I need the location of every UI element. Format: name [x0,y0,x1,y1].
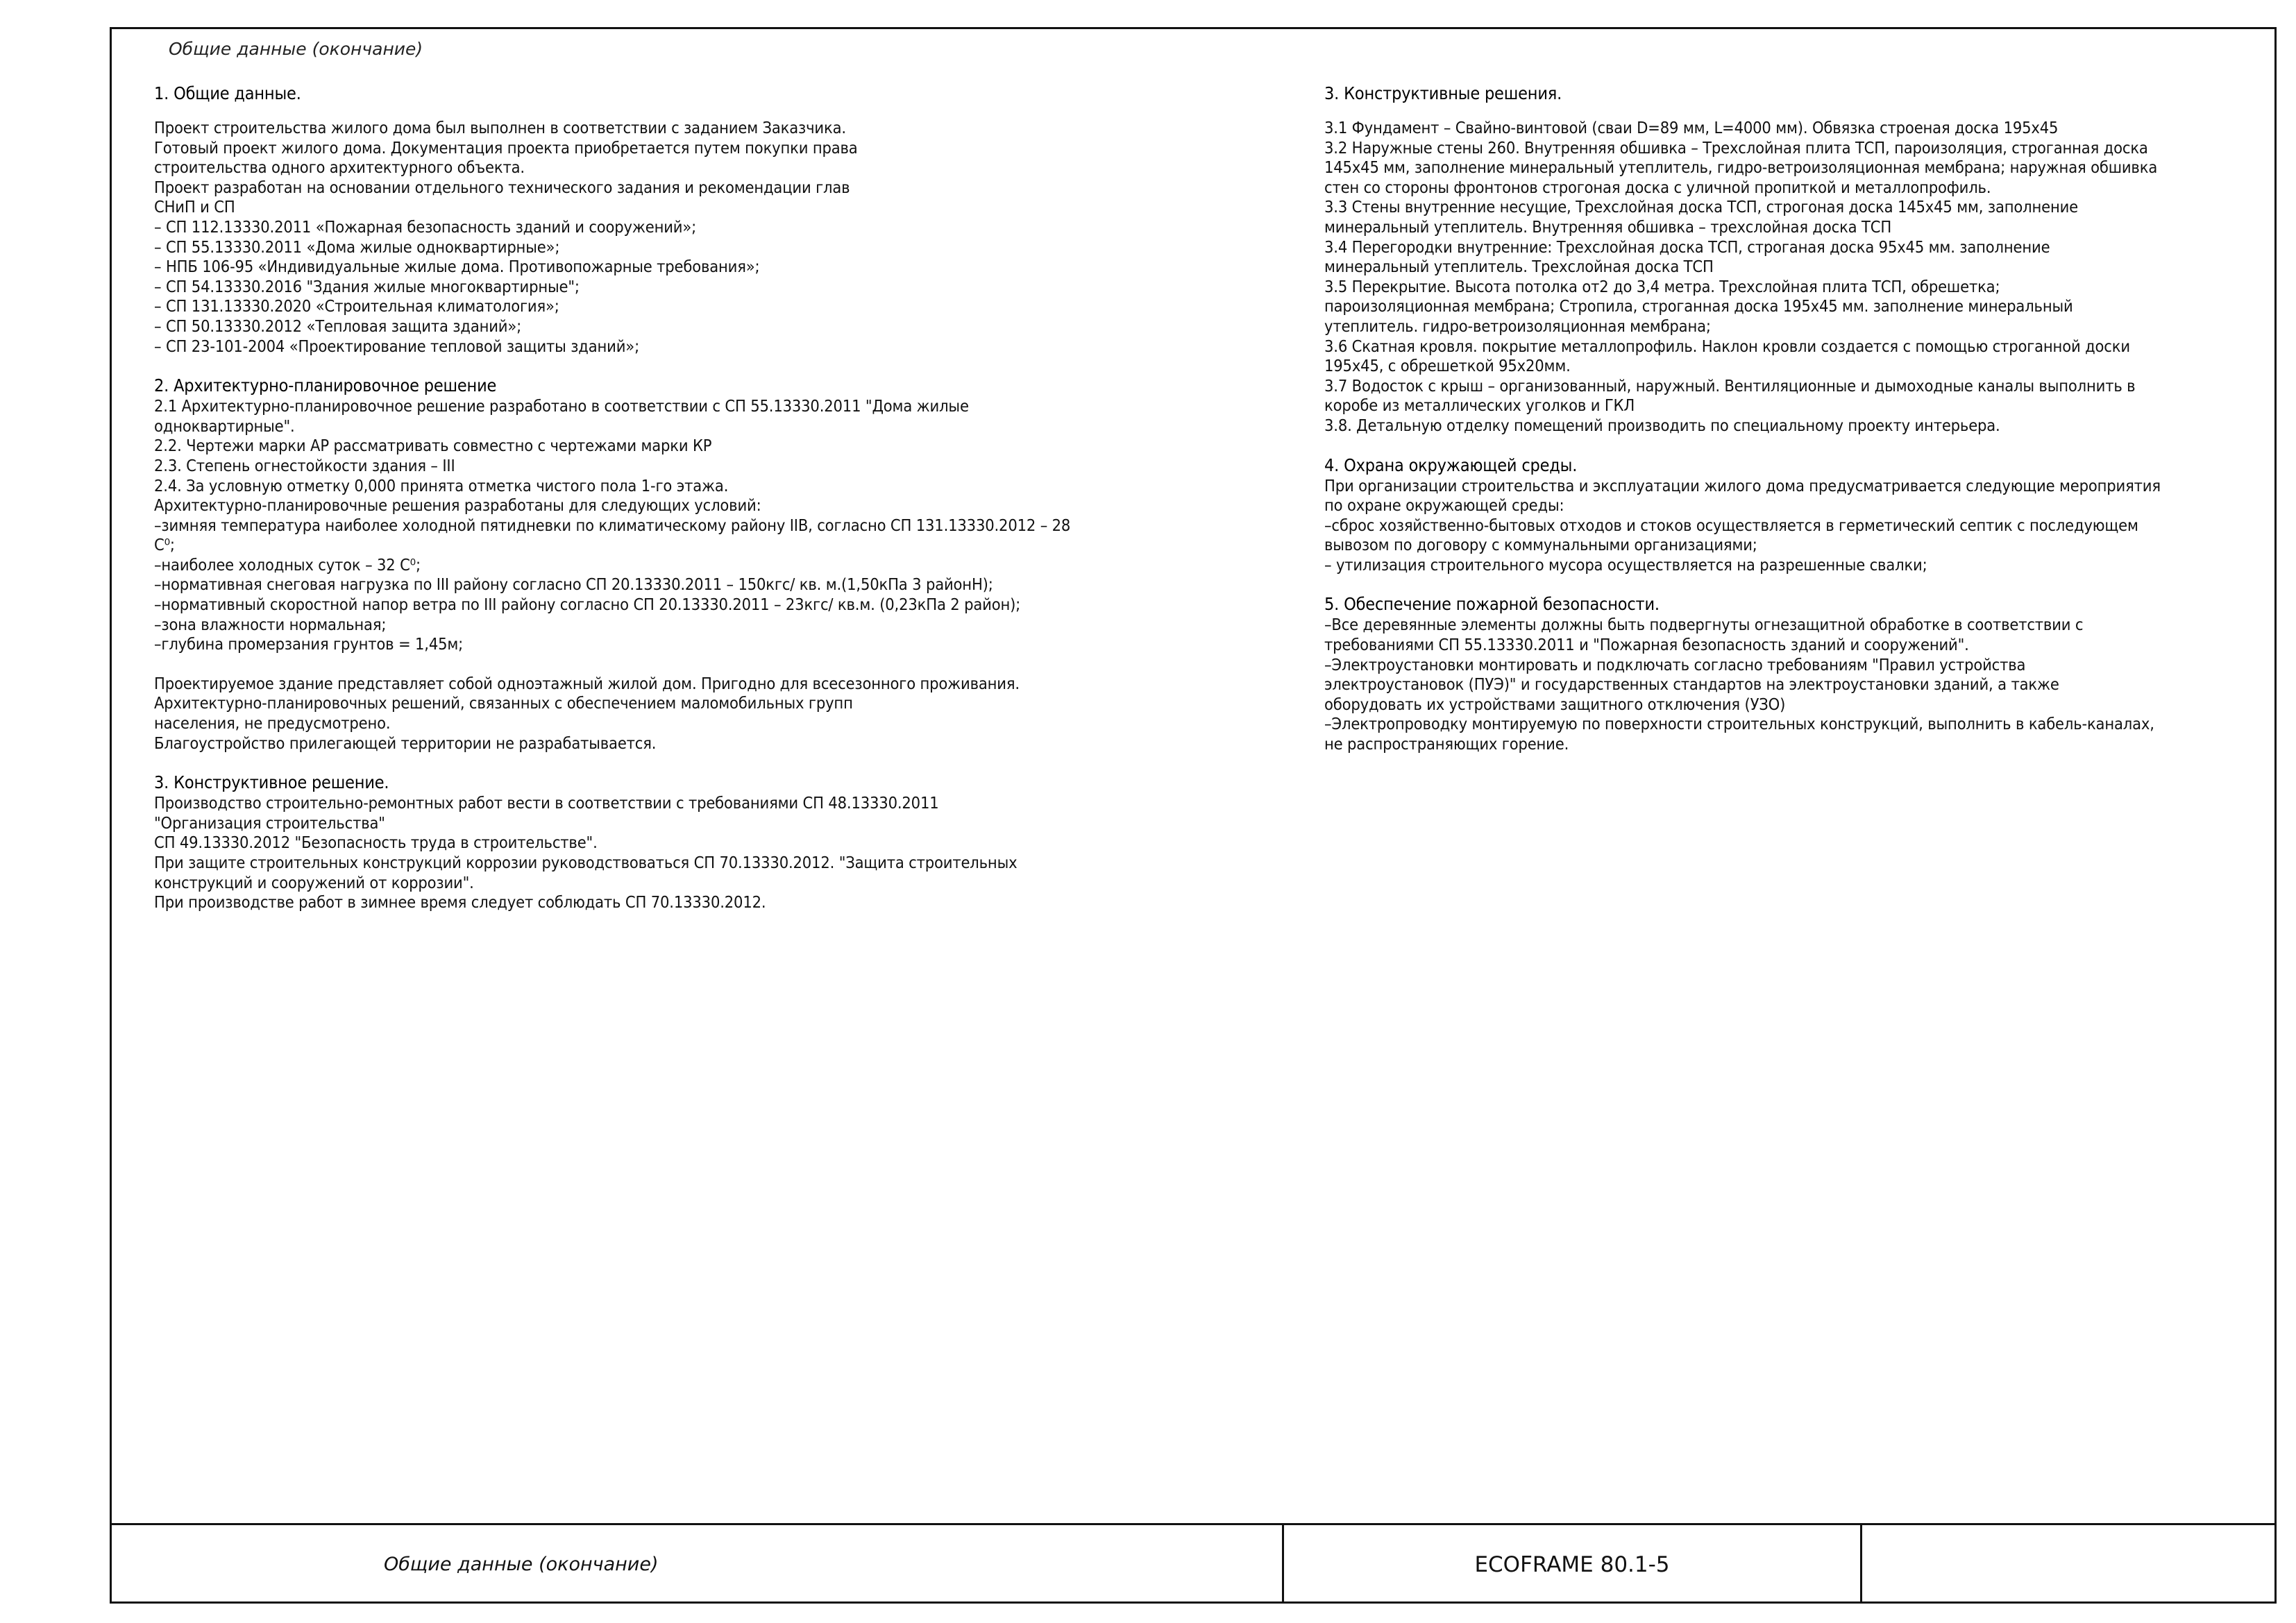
text-line: требованиями СП 55.13330.2011 и "Пожарная безопасность зданий и сооружений". [1324,635,1969,655]
right-column [1324,83,2161,754]
text-line: Готовый проект жилого дома. Документация проекта приобретается путем покупки права [154,137,858,158]
section-heading: 2. Архитектурно-планировочное решение [154,375,497,396]
text-line: 3.4 Перегородки внутренние: Трехслойная доска ТСП, строганая доска 95х45 мм. заполнение [1324,237,2050,257]
section-structural-solutions [1324,83,2161,436]
text-line: 3.1 Фундамент – Свайно-винтовой (сваи D=89 мм, L=4000 мм). Обвязка строеная доска 195х45 [1324,118,2059,137]
text-line: – НПБ 106-95 «Индивидуальные жилые дома. Противопожарные требования»; [154,257,760,277]
text-line: оборудовать их устройствами защитного отключения (УЗО) [1324,694,1786,714]
text-line: строительства одного архитектурного объекта. [154,158,525,178]
text-line: по охране окружающей среды: [1324,495,1564,516]
text-line: конструкций и сооружений от коррозии". [154,872,474,892]
text-line: –Электроустановки монтировать и подключать согласно требованиям "Правил устройства [1324,654,2026,674]
text-line: утеплитель. гидро-ветроизоляционная мембрана; [1324,316,1711,336]
text-line: –нормативный скоростной напор ветра по III району согласно СП 20.13330.2011 – 23кгс/ кв.м. (0,23кПа 2 район); [154,595,1021,615]
section-general-data [154,83,1070,356]
text-line: не распространяющих горение. [1324,734,1569,754]
text-line: – СП 54.13330.2016 "Здания жилые многоквартирные"; [154,276,580,296]
sheet-header-title: Общие данные (окончание) [169,39,423,59]
section-architecture [154,375,1070,753]
text-line: 3.5 Перекрытие. Высота потолка от2 до 3,4 метра. Трехслойная плита ТСП, обрешетка; [1324,276,2000,296]
left-column [154,83,1070,912]
section-environment [1324,455,2161,575]
section-heading: 3. Конструктивные решения. [1324,83,1562,103]
text-line: Проектируемое здание представляет собой одноэтажный жилой дом. Пригодно для всесезонного проживания. [154,673,1020,693]
text-line: вывозом по договору с коммунальными организациями; [1324,535,1757,555]
section-heading: 5. Обеспечение пожарной безопасности. [1324,594,1660,615]
section-heading: 3. Конструктивное решение. [154,772,389,793]
text-line: минеральный утеплитель. Трехслойная доска ТСП [1324,257,1714,277]
text-line: 2.4. За условную отметку 0,000 принята отметка чистого пола 1-го этажа. [154,475,729,495]
text-line: СНиП и СП [154,197,235,217]
text-line: –глубина промерзания грунтов = 1,45м; [154,634,464,654]
section-body [1324,476,2161,575]
text-line: Архитектурно-планировочных решений, связанных с обеспечением маломобильных групп [154,693,853,713]
text-line: одноквартирные". [154,416,295,436]
text-line: При защите строительных конструкций коррозии руководствоваться СП 70.13330.2012. "Защита строительных [154,853,1018,872]
text-line: –зимняя температура наиболее холодной пятидневки по климатическому району IIВ, согласно СП 131.13330.2012 – 28 [154,515,1071,535]
text-line: –Электропроводку монтируемую по поверхности строительных конструкций, выполнить в кабель-каналах, [1324,714,2154,734]
text-line: электроустановок (ПУЭ)" и государственных стандартов на электроустановки зданий, а также [1324,674,2059,695]
text-line: –Все деревянные элементы должны быть подвергнуты огнезащитной обработке в соответствии с [1324,615,2084,635]
text-line: С⁰; [154,535,175,555]
title-block-empty-cell [1862,1525,2274,1604]
text-line: – СП 131.13330.2020 «Строительная климатология»; [154,296,559,316]
text-line: 3.8. Детальную отделку помещений производить по специальному проекту интерьера. [1324,415,2000,435]
section-body-extra [154,674,1070,753]
text-line: – СП 50.13330.2012 «Тепловая защита зданий»; [154,316,522,336]
text-line: –нормативная снеговая нагрузка по III району согласно СП 20.13330.2011 – 150кгс/ кв. м.(1,50кПа 3 районН); [154,575,993,595]
text-line: Проект строительства жилого дома был выполнен в соответствии с заданием Заказчика. [154,118,846,137]
section-body [154,396,1070,654]
text-line: Производство строительно-ремонтных работ вести в соответствии с требованиями СП 48.13330.2011 [154,793,939,813]
section-fire-safety [1324,594,2161,754]
text-line: – утилизация строительного мусора осуществляется на разрешенные свалки; [1324,554,1927,575]
text-line: "Организация строительства" [154,813,385,833]
section-body [1324,615,2161,754]
text-line: 2.2. Чертежи марки АР рассматривать совместно с чертежами марки КР [154,436,712,456]
text-line: При организации строительства и эксплуатации жилого дома предусматривается следующие мероприятия [1324,475,2161,495]
text-line: коробе из металлических уголков и ГКЛ [1324,396,1635,416]
text-line: –наиболее холодных суток – 32 С⁰; [154,554,421,575]
text-line: Проект разработан на основании отдельного технического задания и рекомендации глав [154,177,850,197]
text-line: пароизоляционная мембрана; Стропила, строганная доска 195х45 мм. заполнение минеральный [1324,296,2073,316]
text-line: минеральный утеплитель. Внутренняя обшивка – трехслойная доска ТСП [1324,216,1892,237]
section-heading: 4. Охрана окружающей среды. [1324,454,1578,475]
text-line: Благоустройство прилегающей территории не разрабатывается. [154,733,657,753]
text-line: 195х45, с обрешеткой 95х20мм. [1324,356,1571,376]
text-line: СП 49.13330.2012 "Безопасность труда в строительстве". [154,833,598,853]
section-heading: 1. Общие данные. [154,83,301,103]
text-line: 3.6 Скатная кровля. покрытие металлопрофиль. Наклон кровли создается с помощью строганной доски [1324,336,2130,356]
section-body [154,793,1070,912]
text-line: – СП 23-101-2004 «Проектирование тепловой защиты зданий»; [154,336,640,356]
section-construction [154,772,1070,912]
title-block-sheet-name: Общие данные (окончание) [110,1525,1284,1604]
title-block-project-code: ECOFRAME 80.1-5 [1284,1525,1862,1604]
text-line: 2.1 Архитектурно-планировочное решение разработано в соответствии с СП 55.13330.2011 "Дома жилые [154,396,969,416]
section-body [154,118,1070,356]
text-line: 3.7 Водосток с крыш – организованный, наружный. Вентиляционные и дымоходные каналы выполнить в [1324,375,2136,396]
text-line: Архитектурно-планировочные решения разработаны для следующих условий: [154,495,761,516]
text-line: стен со стороны фронтонов строгоная доска с уличной пропиткой и металлопрофиль. [1324,177,1991,197]
text-line: При производстве работ в зимнее время следует соблюдать СП 70.13330.2012. [154,892,766,912]
section-body [1324,118,2161,436]
text-line: – СП 55.13330.2011 «Дома жилые одноквартирные»; [154,237,560,257]
title-block [110,1523,2277,1604]
text-line: 3.2 Наружные стены 260. Внутренняя обшивка – Трехслойная плита ТСП, пароизоляция, строганная доска [1324,137,2148,158]
text-line: 2.3. Степень огнестойкости здания – III [154,455,455,475]
text-line: 145х45 мм, заполнение минеральный утеплитель, гидро-ветроизоляционная мембрана; наружная обшивка [1324,158,2158,178]
text-line: –зона влажности нормальная; [154,614,387,634]
text-line: –сброс хозяйственно-бытовых отходов и стоков осуществляется в герметический септик с последующем [1324,515,2138,535]
text-line: 3.3 Стены внутренние несущие, Трехслойная доска ТСП, строгоная доска 145х45 мм, заполнение [1324,197,2079,217]
text-line: населения, не предусмотрено. [154,713,391,733]
text-line: – СП 112.13330.2011 «Пожарная безопасность зданий и сооружений»; [154,216,697,237]
